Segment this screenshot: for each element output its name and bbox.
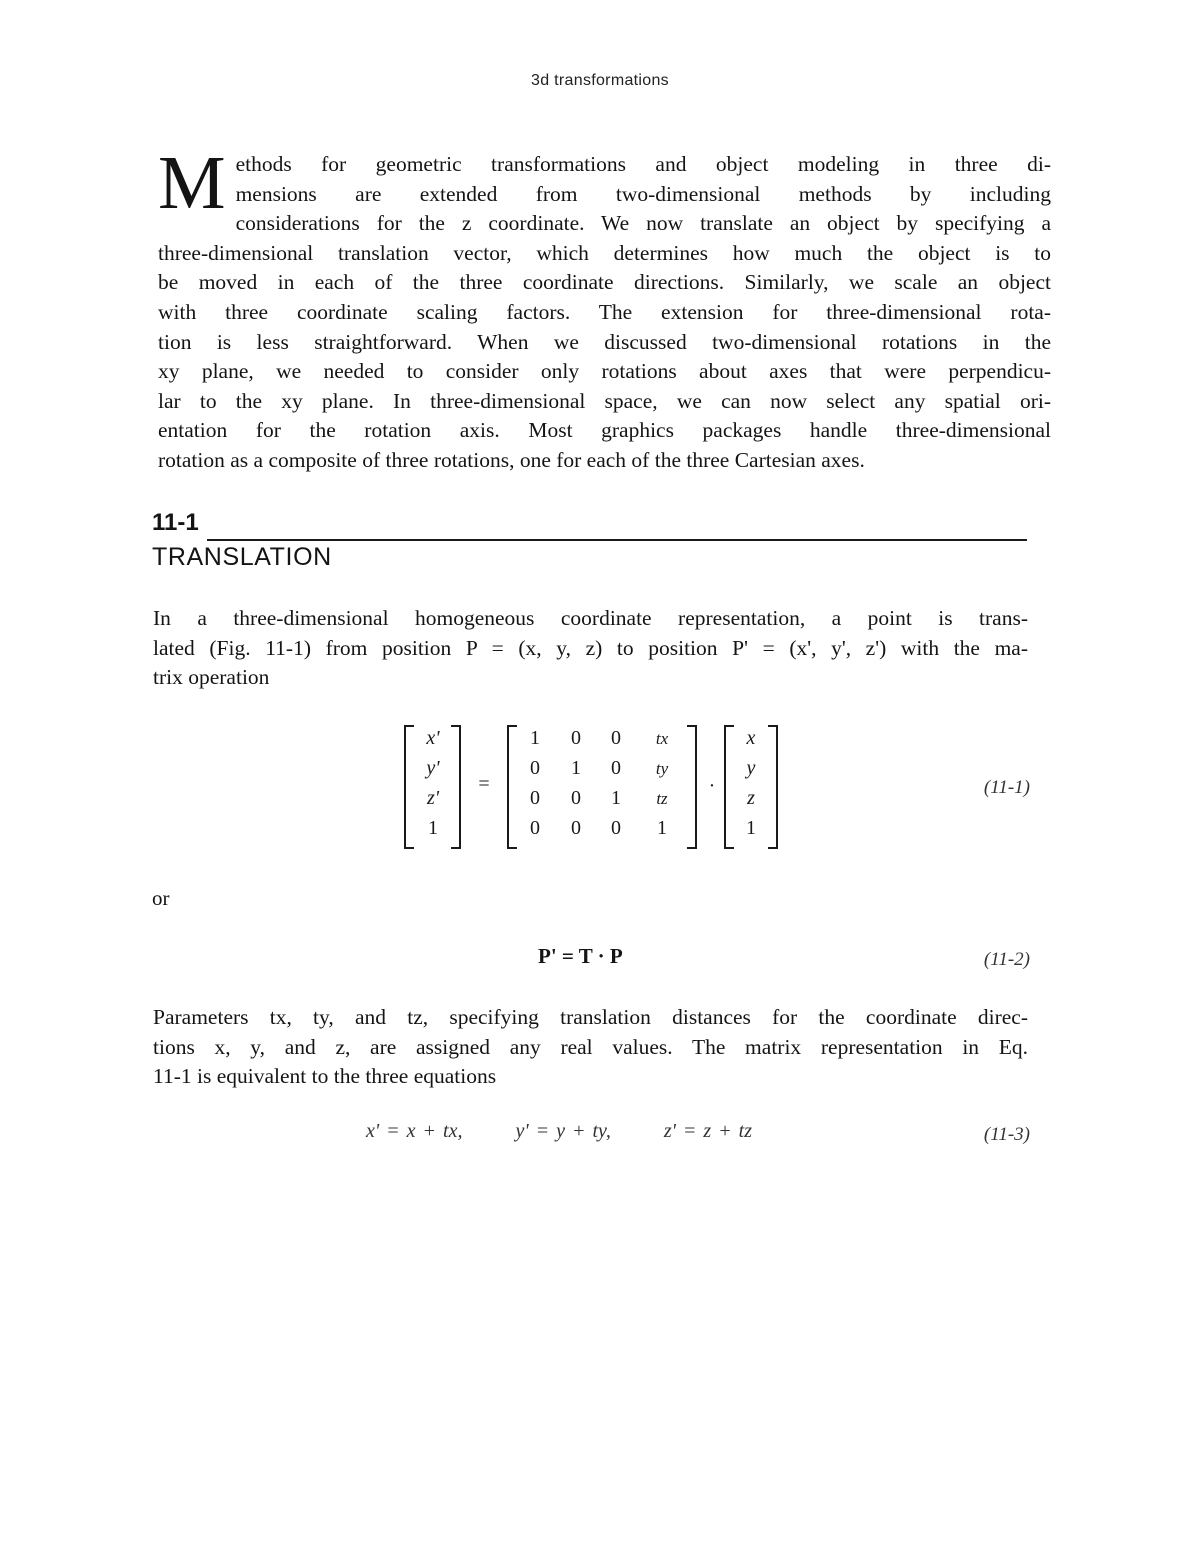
page-header: 3d transformations bbox=[531, 72, 669, 89]
paragraph-line: trix operation bbox=[153, 665, 270, 690]
equation-part: z' = z + tz bbox=[663, 1120, 753, 1142]
equation-11-3 bbox=[366, 1120, 752, 1143]
matrix-entry: tx bbox=[655, 729, 669, 748]
equation-number: (11-1) bbox=[983, 777, 1030, 798]
intro-line: rotation as a composite of three rotations, one for each of the three Cartesian axes. bbox=[158, 447, 865, 472]
paragraph-line: Parameters tx, ty, and tz, specifying translation distances for the coordinate direc- bbox=[153, 1005, 1028, 1029]
matrix-entry: 1 bbox=[530, 727, 540, 749]
matrix-entry: 1 bbox=[571, 757, 581, 779]
intro-line: lar to the xy plane. In three-dimensional space, we can now select any spatial ori- bbox=[158, 388, 1051, 413]
dot-operator: · bbox=[708, 775, 716, 797]
lhs-entry: x' bbox=[426, 727, 440, 749]
matrix-entry: ty bbox=[655, 759, 669, 778]
section-rule bbox=[207, 539, 1027, 541]
rhs-entry: 1 bbox=[746, 817, 756, 839]
intro-line: three-dimensional translation vector, which determines how much the object is to bbox=[158, 240, 1051, 265]
intro-line: be moved in each of the three coordinate directions. Similarly, we scale an object bbox=[158, 270, 1051, 295]
matrix-entry: 0 bbox=[571, 817, 581, 839]
matrix-entry: 0 bbox=[571, 727, 581, 749]
paragraph-line: In a three-dimensional homogeneous coordinate representation, a point is trans- bbox=[153, 606, 1028, 630]
lhs-entry: y' bbox=[426, 757, 440, 779]
equation-part: x' = x + tx, bbox=[366, 1120, 463, 1142]
intro-line: with three coordinate scaling factors. The extension for three-dimensional rota- bbox=[158, 299, 1051, 324]
drop-cap: M bbox=[158, 141, 226, 225]
section-title: TRANSLATION bbox=[152, 543, 332, 571]
intro-line: xy plane, we needed to consider only rotations about axes that were perpendicu- bbox=[158, 359, 1051, 384]
lhs-entry: z' bbox=[426, 787, 440, 809]
intro-line: entation for the rotation axis. Most graphics packages handle three-dimensional bbox=[158, 418, 1051, 443]
lhs-entry: 1 bbox=[428, 817, 438, 839]
matrix-entry: 0 bbox=[611, 817, 621, 839]
rhs-entry: y bbox=[746, 757, 756, 779]
intro-paragraph bbox=[158, 141, 1051, 476]
rhs-entry: z bbox=[747, 787, 755, 809]
matrix-entry: 1 bbox=[657, 817, 667, 839]
intro-line: tion is less straightforward. When we discussed two-dimensional rotations in the bbox=[158, 329, 1051, 354]
matrix-entry: 0 bbox=[530, 787, 540, 809]
parameters-paragraph bbox=[153, 1003, 1028, 1092]
equation-11-2: P' = T · P bbox=[538, 944, 623, 968]
equation-part: y' = y + ty, bbox=[515, 1120, 611, 1142]
intro-line: mensions are extended from two-dimensional methods by including bbox=[235, 181, 1051, 206]
equation-11-1 bbox=[400, 722, 800, 854]
translation-paragraph bbox=[153, 604, 1028, 693]
intro-line: considerations for the z coordinate. We now translate an object by specifying a bbox=[235, 211, 1051, 236]
matrix-entry: tz bbox=[656, 789, 668, 808]
matrix-entry: 0 bbox=[571, 787, 581, 809]
matrix-entry: 0 bbox=[530, 757, 540, 779]
equation-number: (11-3) bbox=[983, 1124, 1030, 1145]
or-text: or bbox=[152, 886, 170, 910]
matrix-entry: 0 bbox=[611, 757, 621, 779]
equation-number: (11-2) bbox=[983, 949, 1030, 970]
rhs-entry: x bbox=[746, 727, 756, 749]
matrix-entry: 0 bbox=[530, 817, 540, 839]
paragraph-line: tions x, y, and z, are assigned any real values. The matrix representation in Eq. bbox=[153, 1034, 1028, 1059]
paragraph-line: 11-1 is equivalent to the three equations bbox=[153, 1064, 497, 1089]
matrix-entry: 0 bbox=[611, 727, 621, 749]
paragraph-line: lated (Fig. 11-1) from position P = (x, y, z) to position P' = (x', y', z') with the ma- bbox=[153, 635, 1028, 660]
matrix-entry: 1 bbox=[611, 787, 621, 809]
section-number: 11-1 bbox=[152, 509, 199, 536]
intro-line: ethods for geometric transformations and object modeling in three di- bbox=[235, 152, 1051, 176]
equals-sign: = bbox=[478, 773, 490, 795]
